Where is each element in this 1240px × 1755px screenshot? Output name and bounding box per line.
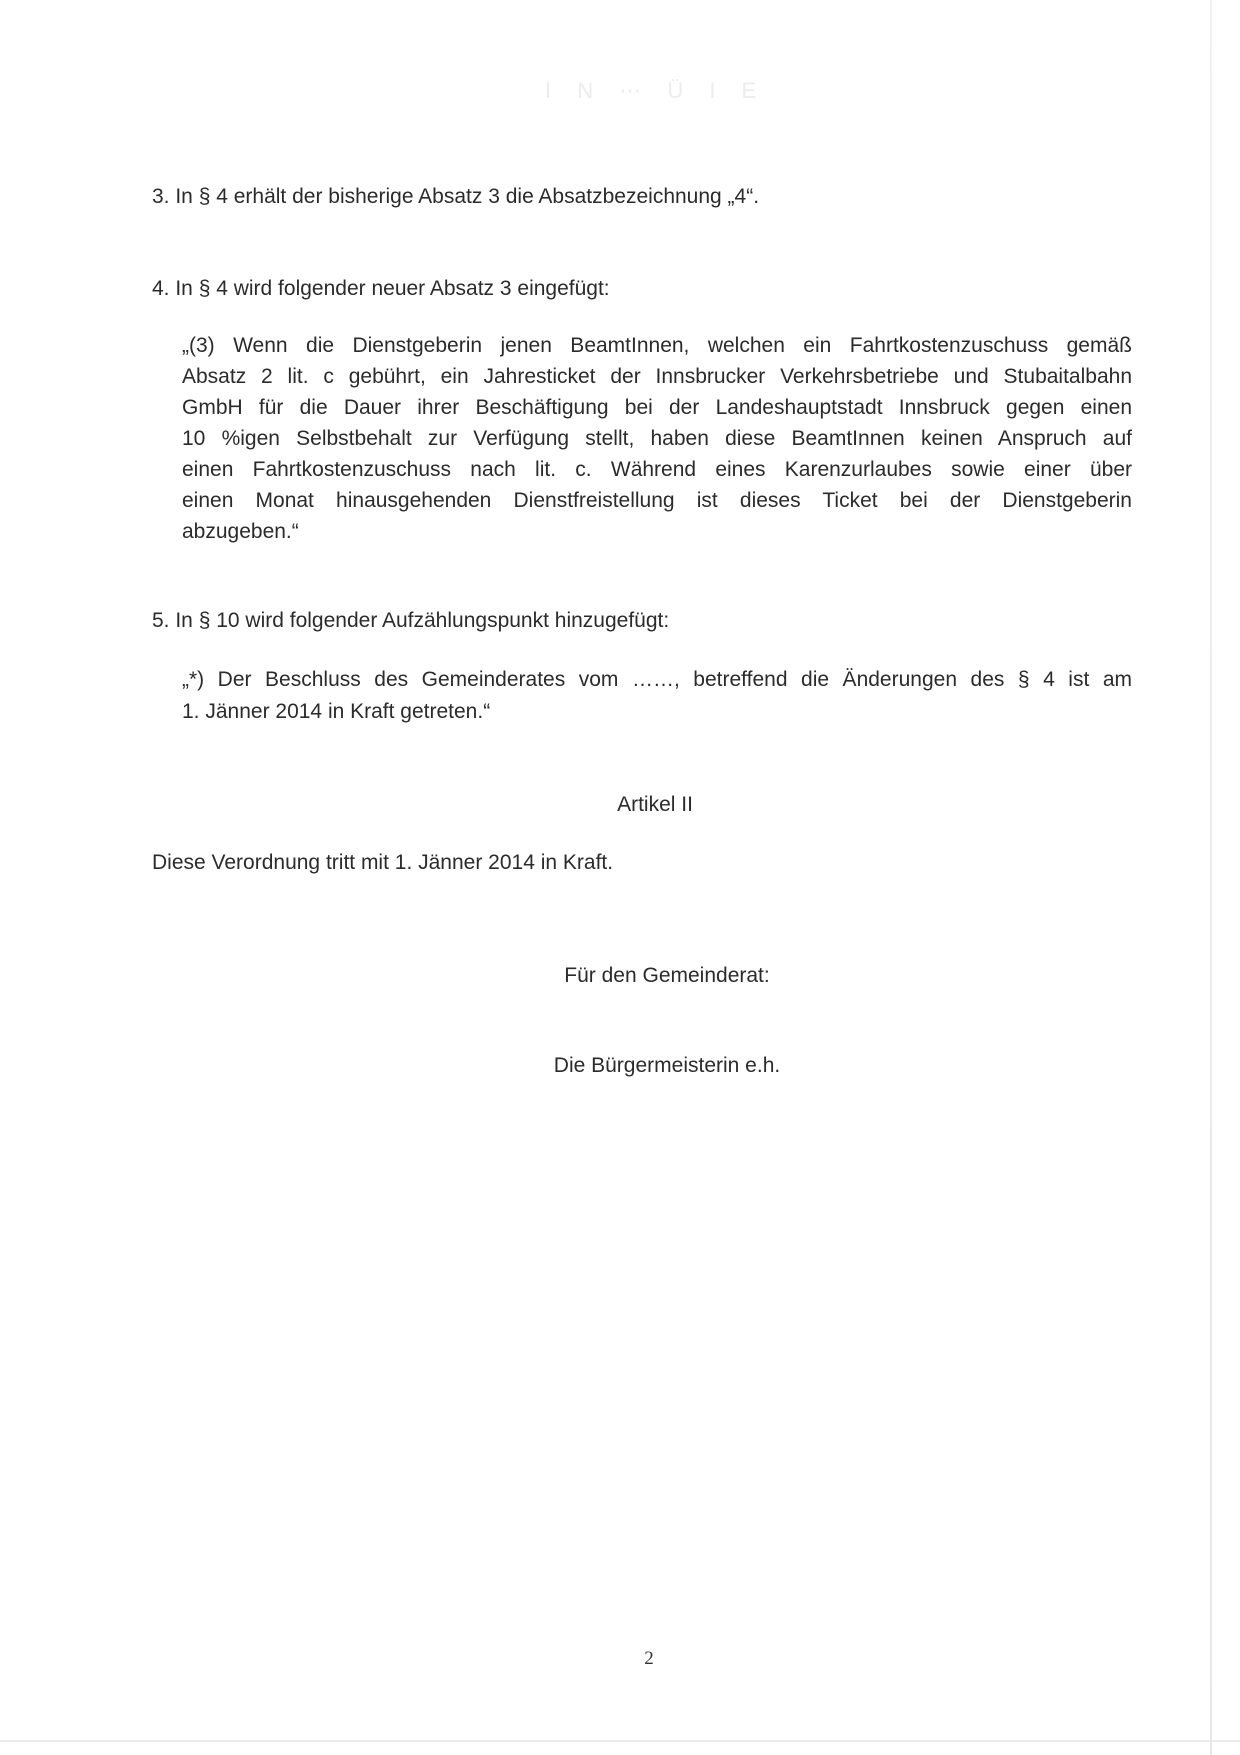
- quote-line: „*) Der Beschluss des Gemeinderates vom ……, betreffend die Änderungen des § 4 ist am: [182, 668, 1132, 691]
- scan-edge: [1210, 0, 1212, 1755]
- quote-line: „(3) Wenn die Dienstgeberin jenen BeamtInnen, welchen ein Fahrtkostenzuschuss gemäß: [182, 334, 1132, 357]
- quote-line: Absatz 2 lit. c gebührt, ein Jahresticket der Innsbrucker Verkehrsbetriebe und Stubaitalbahn: [182, 365, 1132, 388]
- item-4: 4. In § 4 wird folgender neuer Absatz 3 eingefügt:: [152, 277, 610, 300]
- faint-header-mark: I N ⋯ Ü I E: [545, 78, 767, 103]
- quote-line: 1. Jänner 2014 in Kraft getreten.“: [182, 700, 491, 723]
- item-5: 5. In § 10 wird folgender Aufzählungspunkt hinzugefügt:: [152, 609, 670, 632]
- quote-line: einen Monat hinausgehenden Dienstfreistellung ist dieses Ticket bei der Dienstgeberin: [182, 489, 1132, 512]
- quote-line: einen Fahrtkostenzuschuss nach lit. c. Während eines Karenzurlaubes sowie einer über: [182, 458, 1132, 481]
- signature-line-1: Für den Gemeinderat:: [564, 964, 770, 987]
- quote-line: abzugeben.“: [182, 520, 299, 543]
- signature-line-2: Die Bürgermeisterin e.h.: [553, 1054, 781, 1077]
- scan-edge-bottom: [0, 1740, 1240, 1742]
- item-3: 3. In § 4 erhält der bisherige Absatz 3 die Absatzbezeichnung „4“.: [152, 185, 760, 208]
- page-number: 2: [644, 1648, 654, 1669]
- quote-line: 10 %igen Selbstbehalt zur Verfügung stellt, haben diese BeamtInnen keinen Anspruch auf: [182, 427, 1132, 450]
- quote-line: GmbH für die Dauer ihrer Beschäftigung bei der Landeshauptstadt Innsbruck gegen einen: [182, 396, 1132, 419]
- article-text: Diese Verordnung tritt mit 1. Jänner 2014 in Kraft.: [152, 851, 614, 874]
- article-heading: Artikel II: [617, 793, 693, 816]
